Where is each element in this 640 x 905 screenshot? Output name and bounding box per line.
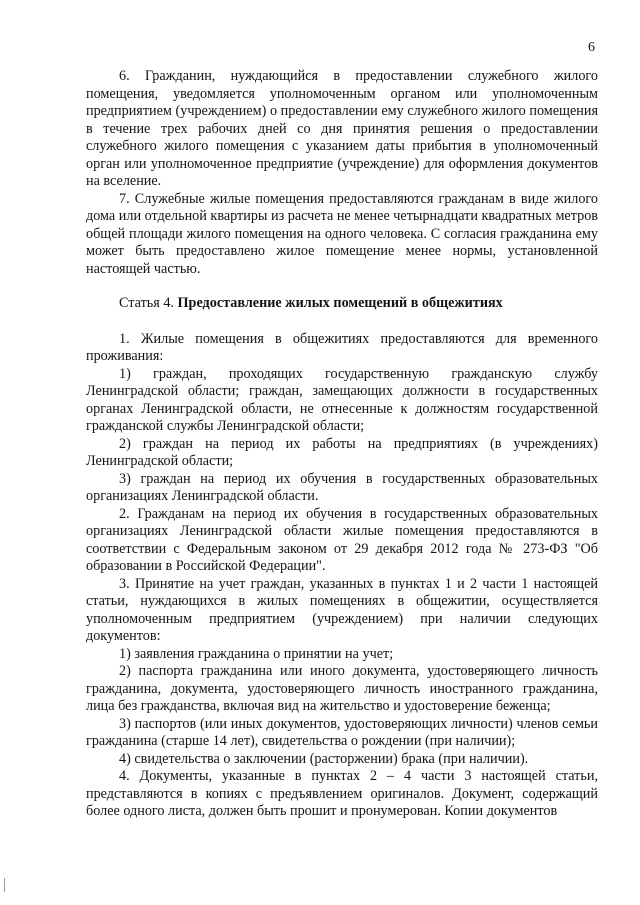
document-body — [86, 68, 598, 821]
paragraph: 7. Служебные жилые помещения предоставляются гражданам в виде жилого дома или отдельной квартиры из расчета не менее четырнадцати квадратных метров общей площади жилого помещения на одного человека. С согласия гражданина ему может быть предоставлено жилое помещение менее нормы, установленной настоящей частью. — [86, 190, 598, 277]
article-title: Предоставление жилых помещений в общежитиях — [177, 295, 503, 311]
spacer — [86, 313, 598, 331]
paragraph: 2) граждан на период их работы на предприятиях (в учреждениях) Ленинградской области; — [86, 435, 598, 469]
paragraph: 2. Гражданам на период их обучения в государственных образовательных организациях Ленинградской области жилые помещения предоставляются в соответствии с Федеральным законом от 29 декабря 2012 года № 273-ФЗ "Об образовании в Российской Федерации". — [86, 505, 598, 574]
paragraph: 1) граждан, проходящих государственную гражданскую службу Ленинградской области; граждан, замещающих должности в государственных органах Ленинградской области, не отнесенные к должностям государственной гражданской службы Ленинградской области; — [86, 365, 598, 434]
paragraph: 2) паспорта гражданина или иного документа, удостоверяющего личность гражданина, документа, удостоверяющего личность иностранного гражданина, лица без гражданства, включая вид на жительство и удостоверение беженца; — [86, 663, 598, 714]
paragraph: 3. Принятие на учет граждан, указанных в пунктах 1 и 2 части 1 настоящей статьи, нуждающихся в жилых помещениях в общежитии, осуществляется уполномоченным предприятием (учреждением) при наличии следующих документов: — [86, 575, 598, 644]
paragraph: 6. Гражданин, нуждающийся в предоставлении служебного жилого помещения, уведомляется уполномоченным органом или уполномоченным предприятием (учреждением) о предоставлении ему служебного жилого помещения в течение трех рабочих дней со дня принятия решения о предоставлении служебного жилого помещения с указанием даты прибытия в уполномоченный орган или уполномоченное предприятие (учреждение) для оформления документов на вселение. — [86, 68, 598, 189]
paragraph: 4. Документы, указанные в пунктах 2 – 4 части 3 настоящей статьи, представляются в копиях с предъявлением оригиналов. Документ, содержащий более одного листа, должен быть прошит и пронумерован. Копии документов — [86, 768, 598, 819]
page-number: 6 — [588, 40, 595, 55]
paragraph: 1) заявления гражданина о принятии на учет; — [119, 645, 394, 662]
paragraph: 3) граждан на период их обучения в государственных образовательных организациях Ленинградской области. — [86, 470, 598, 504]
article-label: Статья 4. — [119, 295, 178, 311]
article-heading — [86, 295, 598, 313]
spacer — [86, 278, 598, 295]
paragraph: 3) паспортов (или иных документов, удостоверяющих личности) членов семьи гражданина (старше 14 лет), свидетельства о рождении (при наличии); — [86, 715, 598, 749]
paragraph: 1. Жилые помещения в общежитиях предоставляются для временного проживания: — [86, 330, 598, 364]
paragraph: 4) свидетельства о заключении (расторжении) брака (при наличии). — [119, 750, 529, 767]
scan-edge-mark — [4, 878, 8, 892]
